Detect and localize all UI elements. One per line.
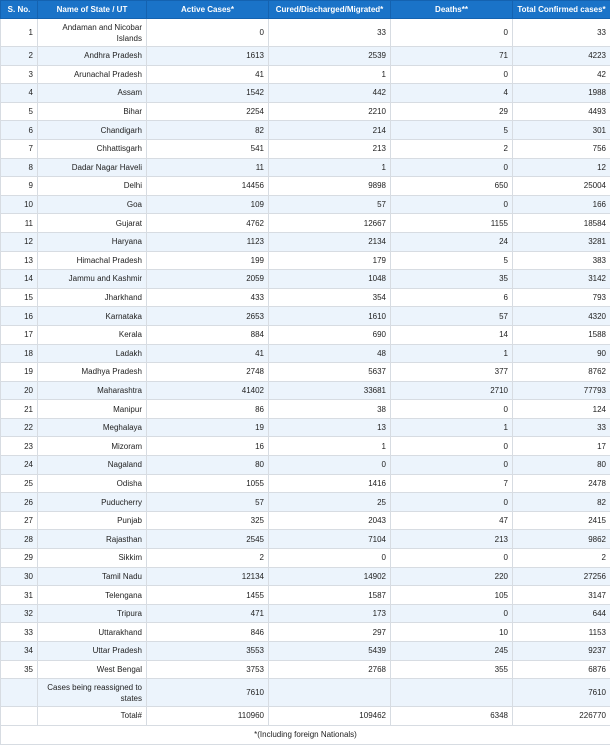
cell-sno: 15 — [1, 288, 38, 307]
cell-cured: 33681 — [269, 381, 391, 400]
table-row — [1, 65, 610, 84]
table-row — [1, 381, 610, 400]
cell-state: Karnataka — [38, 307, 147, 326]
cell-sno: 3 — [1, 65, 38, 84]
cell-deaths: 105 — [391, 586, 513, 605]
header-state[interactable]: Name of State / UT — [38, 1, 147, 19]
cell-deaths: 1 — [391, 344, 513, 363]
cell-state: Telengana — [38, 586, 147, 605]
cell-total: 2 — [513, 549, 610, 568]
cell-deaths: 6348 — [391, 707, 513, 726]
table-row — [1, 530, 610, 549]
cell-cured: 1587 — [269, 586, 391, 605]
cell-sno: 5 — [1, 102, 38, 121]
cell-sno: 20 — [1, 381, 38, 400]
cell-active: 16 — [147, 437, 269, 456]
cell-cured: 214 — [269, 121, 391, 140]
cell-state: Rajasthan — [38, 530, 147, 549]
cell-state: Cases being reassigned to states — [38, 679, 147, 707]
cell-total: 226770 — [513, 707, 610, 726]
table-row — [1, 511, 610, 530]
cell-state: Odisha — [38, 474, 147, 493]
cell-active: 86 — [147, 400, 269, 419]
cell-active: 57 — [147, 493, 269, 512]
cell-deaths: 0 — [391, 195, 513, 214]
table-row — [1, 604, 610, 623]
footnote-row — [1, 725, 610, 744]
cell-total: 7610 — [513, 679, 610, 707]
cell-total: 27256 — [513, 567, 610, 586]
table-row — [1, 437, 610, 456]
cell-state: Delhi — [38, 177, 147, 196]
cell-sno: 29 — [1, 549, 38, 568]
cell-total: 1988 — [513, 84, 610, 103]
cell-state: Total# — [38, 707, 147, 726]
cell-deaths: 24 — [391, 232, 513, 251]
table-row — [1, 288, 610, 307]
cell-state: Arunachal Pradesh — [38, 65, 147, 84]
cell-active: 433 — [147, 288, 269, 307]
table-row — [1, 270, 610, 289]
cell-state: Sikkim — [38, 549, 147, 568]
cell-active: 2545 — [147, 530, 269, 549]
footnote: *(Including foreign Nationals) — [1, 725, 610, 744]
cell-cured: 2134 — [269, 232, 391, 251]
cell-state: Andaman and Nicobar Islands — [38, 19, 147, 47]
cell-active: 4762 — [147, 214, 269, 233]
header-cured[interactable]: Cured/Discharged/Migrated* — [269, 1, 391, 19]
cell-deaths: 1 — [391, 418, 513, 437]
cell-cured: 5439 — [269, 642, 391, 661]
cell-deaths: 377 — [391, 363, 513, 382]
header-total[interactable]: Total Confirmed cases* — [513, 1, 610, 19]
cell-total: 25004 — [513, 177, 610, 196]
cell-state: Nagaland — [38, 456, 147, 475]
table-row — [1, 642, 610, 661]
cell-active: 325 — [147, 511, 269, 530]
cell-cured: 7104 — [269, 530, 391, 549]
cell-sno: 9 — [1, 177, 38, 196]
cell-cured: 12667 — [269, 214, 391, 233]
cell-total: 17 — [513, 437, 610, 456]
cell-cured: 1 — [269, 437, 391, 456]
cell-total: 82 — [513, 493, 610, 512]
cell-active: 884 — [147, 325, 269, 344]
cell-total: 12 — [513, 158, 610, 177]
table-row — [1, 307, 610, 326]
cell-cured: 48 — [269, 344, 391, 363]
cell-active: 199 — [147, 251, 269, 270]
header-active[interactable]: Active Cases* — [147, 1, 269, 19]
cell-active: 19 — [147, 418, 269, 437]
cell-active: 41402 — [147, 381, 269, 400]
cell-cured: 38 — [269, 400, 391, 419]
cell-total: 2415 — [513, 511, 610, 530]
cell-active: 541 — [147, 139, 269, 158]
cell-deaths: 1155 — [391, 214, 513, 233]
cell-state: Punjab — [38, 511, 147, 530]
cell-active: 1455 — [147, 586, 269, 605]
cell-cured: 179 — [269, 251, 391, 270]
table-row — [1, 325, 610, 344]
cell-total: 90 — [513, 344, 610, 363]
cell-total: 6876 — [513, 660, 610, 679]
cell-total: 8762 — [513, 363, 610, 382]
cell-active: 1123 — [147, 232, 269, 251]
cell-sno: 31 — [1, 586, 38, 605]
cell-deaths: 0 — [391, 65, 513, 84]
table-row — [1, 177, 610, 196]
cell-active: 846 — [147, 623, 269, 642]
cell-sno: 14 — [1, 270, 38, 289]
table-row — [1, 660, 610, 679]
cell-deaths: 220 — [391, 567, 513, 586]
cell-total: 4493 — [513, 102, 610, 121]
table-row — [1, 158, 610, 177]
cell-active: 11 — [147, 158, 269, 177]
cell-sno: 2 — [1, 47, 38, 66]
cell-sno: 16 — [1, 307, 38, 326]
cell-cured — [269, 679, 391, 707]
cell-state: Puducherry — [38, 493, 147, 512]
cell-state: Uttarakhand — [38, 623, 147, 642]
cell-total: 1153 — [513, 623, 610, 642]
cell-sno: 1 — [1, 19, 38, 47]
cell-total: 166 — [513, 195, 610, 214]
cell-sno: 7 — [1, 139, 38, 158]
cell-sno: 6 — [1, 121, 38, 140]
table-footer — [1, 725, 610, 744]
cell-deaths: 71 — [391, 47, 513, 66]
cell-sno: 32 — [1, 604, 38, 623]
cell-state: Gujarat — [38, 214, 147, 233]
table-row — [1, 232, 610, 251]
cell-active: 471 — [147, 604, 269, 623]
cell-sno: 30 — [1, 567, 38, 586]
cell-sno: 28 — [1, 530, 38, 549]
cell-active: 1055 — [147, 474, 269, 493]
cell-state: Himachal Pradesh — [38, 251, 147, 270]
header-sno[interactable]: S. No. — [1, 1, 38, 19]
cell-sno: 22 — [1, 418, 38, 437]
cell-state: Maharashtra — [38, 381, 147, 400]
cell-cured: 9898 — [269, 177, 391, 196]
cell-active: 3553 — [147, 642, 269, 661]
cell-deaths: 213 — [391, 530, 513, 549]
cell-deaths: 6 — [391, 288, 513, 307]
cell-deaths: 0 — [391, 493, 513, 512]
cell-state: Meghalaya — [38, 418, 147, 437]
cell-active: 41 — [147, 344, 269, 363]
cell-state: Tripura — [38, 604, 147, 623]
cell-cured: 57 — [269, 195, 391, 214]
table-body — [1, 19, 610, 726]
cell-active: 110960 — [147, 707, 269, 726]
cell-total: 4223 — [513, 47, 610, 66]
cell-total: 644 — [513, 604, 610, 623]
cell-total: 1588 — [513, 325, 610, 344]
cell-cured: 2768 — [269, 660, 391, 679]
cell-cured: 297 — [269, 623, 391, 642]
cell-deaths: 7 — [391, 474, 513, 493]
cell-deaths: 47 — [391, 511, 513, 530]
cell-total: 42 — [513, 65, 610, 84]
cell-sno: 24 — [1, 456, 38, 475]
cell-deaths: 650 — [391, 177, 513, 196]
cell-deaths: 0 — [391, 158, 513, 177]
cell-cured: 0 — [269, 549, 391, 568]
cell-total: 18584 — [513, 214, 610, 233]
table-row — [1, 195, 610, 214]
cell-sno — [1, 707, 38, 726]
cell-total: 80 — [513, 456, 610, 475]
cell-sno: 4 — [1, 84, 38, 103]
cell-cured: 690 — [269, 325, 391, 344]
cell-state: Andhra Pradesh — [38, 47, 147, 66]
cell-state: Kerala — [38, 325, 147, 344]
cell-cured: 2210 — [269, 102, 391, 121]
header-row — [1, 1, 610, 19]
cell-active: 2653 — [147, 307, 269, 326]
cell-active: 0 — [147, 19, 269, 47]
cell-sno: 27 — [1, 511, 38, 530]
cell-deaths: 14 — [391, 325, 513, 344]
table-row — [1, 567, 610, 586]
cell-cured: 13 — [269, 418, 391, 437]
cell-cured: 33 — [269, 19, 391, 47]
cell-cured: 2043 — [269, 511, 391, 530]
cell-cured: 1 — [269, 158, 391, 177]
cell-state: Chhattisgarh — [38, 139, 147, 158]
cell-sno: 25 — [1, 474, 38, 493]
cell-deaths: 35 — [391, 270, 513, 289]
cell-state: Madhya Pradesh — [38, 363, 147, 382]
table-row — [1, 400, 610, 419]
cell-deaths: 2710 — [391, 381, 513, 400]
cell-cured: 2539 — [269, 47, 391, 66]
cell-deaths: 57 — [391, 307, 513, 326]
cell-deaths: 5 — [391, 121, 513, 140]
cell-state: Goa — [38, 195, 147, 214]
cell-active: 82 — [147, 121, 269, 140]
cell-total: 9237 — [513, 642, 610, 661]
cell-total: 9862 — [513, 530, 610, 549]
cell-total: 2478 — [513, 474, 610, 493]
cell-total: 301 — [513, 121, 610, 140]
cell-total: 33 — [513, 418, 610, 437]
cell-sno: 12 — [1, 232, 38, 251]
cell-cured: 1416 — [269, 474, 391, 493]
cell-deaths: 4 — [391, 84, 513, 103]
cell-total: 77793 — [513, 381, 610, 400]
cell-sno: 33 — [1, 623, 38, 642]
cell-state: Ladakh — [38, 344, 147, 363]
table-row — [1, 139, 610, 158]
cell-state: Chandigarh — [38, 121, 147, 140]
cell-total: 124 — [513, 400, 610, 419]
table-row — [1, 19, 610, 47]
cell-cured: 1 — [269, 65, 391, 84]
cell-total: 4320 — [513, 307, 610, 326]
table-row — [1, 623, 610, 642]
cell-deaths: 10 — [391, 623, 513, 642]
cell-deaths: 29 — [391, 102, 513, 121]
cell-sno: 23 — [1, 437, 38, 456]
cell-cured: 354 — [269, 288, 391, 307]
header-deaths[interactable]: Deaths** — [391, 1, 513, 19]
cell-active: 1542 — [147, 84, 269, 103]
cell-state: Assam — [38, 84, 147, 103]
cell-sno: 18 — [1, 344, 38, 363]
cell-cured: 173 — [269, 604, 391, 623]
cell-deaths: 0 — [391, 604, 513, 623]
cell-deaths: 0 — [391, 456, 513, 475]
cell-total: 793 — [513, 288, 610, 307]
cell-state: Jammu and Kashmir — [38, 270, 147, 289]
cell-sno: 10 — [1, 195, 38, 214]
cell-active: 12134 — [147, 567, 269, 586]
cell-sno: 26 — [1, 493, 38, 512]
table-row — [1, 251, 610, 270]
table-header — [1, 1, 610, 19]
cell-active: 109 — [147, 195, 269, 214]
cell-deaths: 0 — [391, 549, 513, 568]
cell-state: Bihar — [38, 102, 147, 121]
table-row — [1, 707, 610, 726]
cell-state: Mizoram — [38, 437, 147, 456]
cell-active: 14456 — [147, 177, 269, 196]
cell-deaths: 245 — [391, 642, 513, 661]
table-row — [1, 474, 610, 493]
cell-active: 2748 — [147, 363, 269, 382]
cell-cured: 0 — [269, 456, 391, 475]
table-row — [1, 586, 610, 605]
cell-sno: 11 — [1, 214, 38, 233]
table-row — [1, 47, 610, 66]
cell-sno: 35 — [1, 660, 38, 679]
cell-cured: 213 — [269, 139, 391, 158]
cell-state: Jharkhand — [38, 288, 147, 307]
table-row — [1, 549, 610, 568]
cell-sno: 17 — [1, 325, 38, 344]
cell-total: 33 — [513, 19, 610, 47]
cell-active: 41 — [147, 65, 269, 84]
cell-cured: 442 — [269, 84, 391, 103]
cell-deaths: 2 — [391, 139, 513, 158]
cell-state: West Bengal — [38, 660, 147, 679]
cell-total: 383 — [513, 251, 610, 270]
table-row — [1, 121, 610, 140]
cell-sno: 13 — [1, 251, 38, 270]
cell-state: Haryana — [38, 232, 147, 251]
cell-deaths: 0 — [391, 19, 513, 47]
table-row — [1, 344, 610, 363]
cell-state: Manipur — [38, 400, 147, 419]
cell-active: 1613 — [147, 47, 269, 66]
cell-sno: 34 — [1, 642, 38, 661]
cell-cured: 1048 — [269, 270, 391, 289]
table-row — [1, 493, 610, 512]
cell-active: 2059 — [147, 270, 269, 289]
cell-deaths — [391, 679, 513, 707]
cell-cured: 109462 — [269, 707, 391, 726]
table-row — [1, 214, 610, 233]
cell-deaths: 0 — [391, 400, 513, 419]
cell-state: Dadar Nagar Haveli — [38, 158, 147, 177]
cell-sno: 19 — [1, 363, 38, 382]
table-row — [1, 84, 610, 103]
table-row — [1, 102, 610, 121]
cell-state: Uttar Pradesh — [38, 642, 147, 661]
cell-total: 3281 — [513, 232, 610, 251]
cell-active: 7610 — [147, 679, 269, 707]
table-row — [1, 456, 610, 475]
cell-active: 2 — [147, 549, 269, 568]
cell-sno: 8 — [1, 158, 38, 177]
cell-sno — [1, 679, 38, 707]
cell-sno: 21 — [1, 400, 38, 419]
cell-deaths: 5 — [391, 251, 513, 270]
cell-active: 2254 — [147, 102, 269, 121]
cell-cured: 1610 — [269, 307, 391, 326]
table-row — [1, 679, 610, 707]
table-row — [1, 363, 610, 382]
cell-deaths: 0 — [391, 437, 513, 456]
cell-active: 80 — [147, 456, 269, 475]
table-row — [1, 418, 610, 437]
cell-total: 3142 — [513, 270, 610, 289]
cell-cured: 25 — [269, 493, 391, 512]
cell-cured: 5637 — [269, 363, 391, 382]
cell-active: 3753 — [147, 660, 269, 679]
cell-cured: 14902 — [269, 567, 391, 586]
cell-deaths: 355 — [391, 660, 513, 679]
cell-total: 756 — [513, 139, 610, 158]
cell-state: Tamil Nadu — [38, 567, 147, 586]
cell-total: 3147 — [513, 586, 610, 605]
